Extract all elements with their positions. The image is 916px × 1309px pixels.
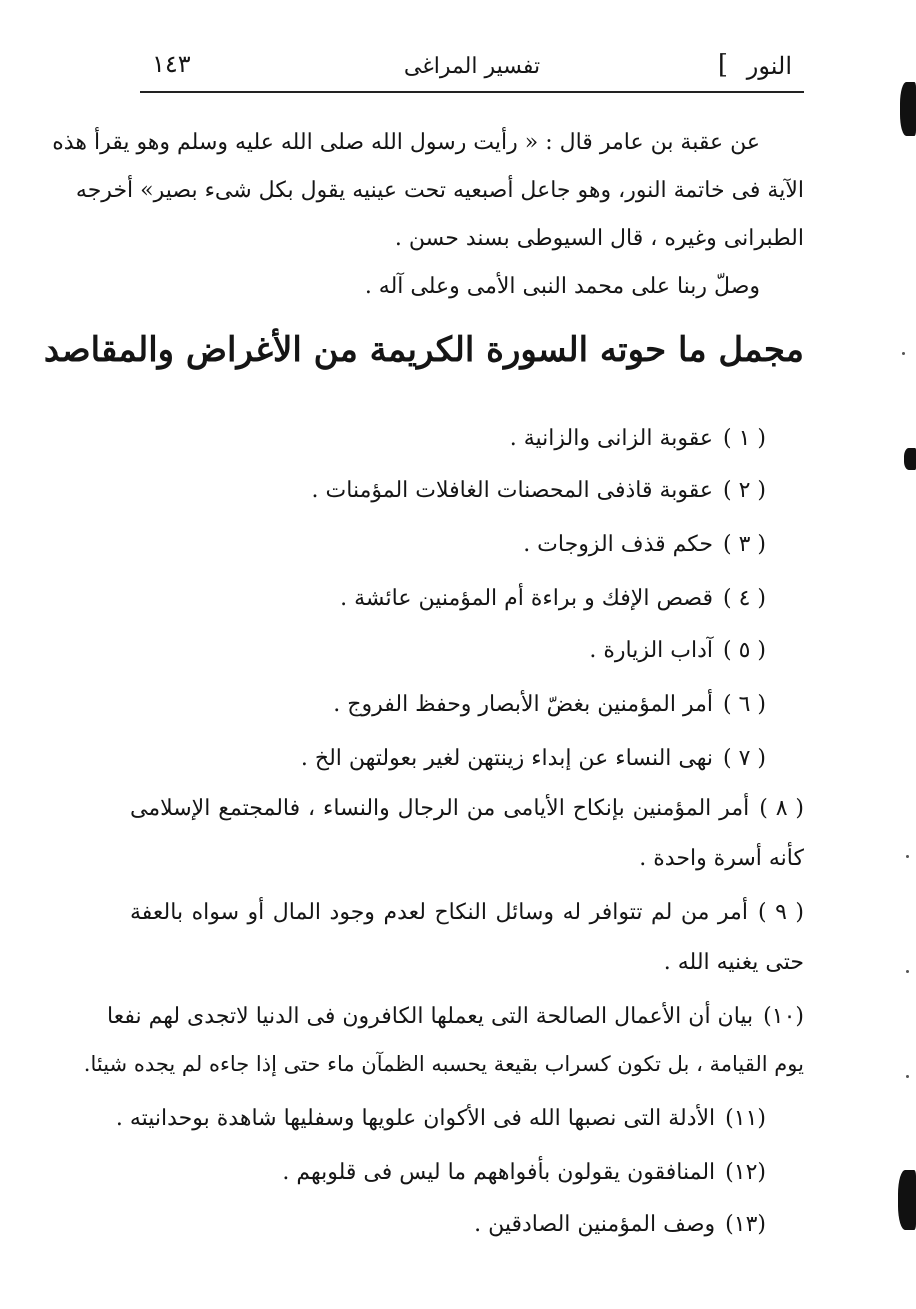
- surah-name: النور: [746, 52, 792, 80]
- paragraph-line: عن عقبة بن عامر قال : « رأيت رسول الله صلى الله عليه وسلم وهو يقرأ هذه: [52, 130, 760, 155]
- item-text: الأدلة التى نصبها الله فى الأكوان علويها وسفليها شاهدة بوحدانيته .: [115, 1106, 716, 1131]
- page-number: ١٤٣: [152, 50, 191, 78]
- item-number: ( ٩ ): [757, 900, 805, 925]
- scan-edge-mark: [898, 1170, 916, 1230]
- scan-speck: [902, 352, 905, 355]
- item-continuation: حتى يغنيه الله .: [663, 950, 804, 975]
- item-number: (١٢): [725, 1160, 766, 1185]
- item-number: (١١): [725, 1106, 766, 1131]
- list-item: [282, 1160, 766, 1185]
- list-item: [523, 532, 766, 557]
- item-continuation: كأنه أسرة واحدة .: [639, 846, 804, 871]
- item-number: ( ٥ ): [723, 638, 766, 663]
- running-header: [140, 44, 804, 92]
- item-number: ( ٨ ): [759, 796, 805, 821]
- item-text: عقوبة قاذفى المحصنات الغافلات المؤمنات .: [311, 478, 714, 503]
- list-item: [589, 638, 766, 663]
- item-number: ( ٦ ): [723, 692, 766, 717]
- list-item: [474, 1212, 766, 1237]
- list-item: [130, 902, 804, 924]
- item-number: (١٣): [725, 1212, 766, 1237]
- item-text: بيان أن الأعمال الصالحة التى يعملها الكافرون فى الدنيا لاتجدى لهم نفعا: [107, 1004, 754, 1029]
- item-text: حكم قذف الزوجات .: [523, 532, 714, 557]
- item-continuation: يوم القيامة ، بل تكون كسراب بقيعة يحسبه الظمآن ماء حتى إذا جاءه لم يجده شيئا.: [83, 1052, 804, 1076]
- list-item: [116, 1106, 766, 1131]
- item-text: المنافقون يقولون بأفواههم ما ليس فى قلوبهم .: [282, 1160, 716, 1185]
- header-rule: [140, 91, 804, 93]
- item-text: قصص الإفك و براءة أم المؤمنين عائشة .: [340, 586, 714, 611]
- paragraph-line: وصلّ ربنا على محمد النبى الأمى وعلى آله .: [364, 274, 760, 299]
- scan-speck: [906, 970, 909, 973]
- item-text: وصف المؤمنين الصادقين .: [474, 1212, 716, 1237]
- item-text: أمر من لم تتوافر له وسائل النكاح لعدم وجود المال أو سواه بالعفة: [130, 900, 748, 925]
- item-text: أمر المؤمنين بغضّ الأبصار وحفظ الفروج .: [333, 692, 714, 717]
- item-number: ( ٢ ): [723, 478, 766, 503]
- list-item: [130, 798, 804, 820]
- section-heading: مجمل ما حوته السورة الكريمة من الأغراض والمقاصد: [43, 330, 804, 370]
- item-number: (١٠): [763, 1004, 804, 1029]
- list-item: [333, 692, 766, 717]
- item-text: نهى النساء عن إبداء زينتهن لغير بعولتهن الخ .: [300, 746, 714, 771]
- list-item: [312, 478, 766, 503]
- scan-edge-mark: [900, 82, 916, 136]
- scan-speck: [906, 1075, 909, 1078]
- item-number: ( ٣ ): [723, 532, 766, 557]
- list-item: [301, 746, 766, 771]
- header-bracket: ]: [717, 50, 728, 80]
- item-number: ( ١ ): [723, 426, 766, 451]
- item-number: ( ٧ ): [723, 746, 766, 771]
- item-text: آداب الزيارة .: [589, 638, 714, 663]
- item-text: أمر المؤمنين بإنكاح الأيامى من الرجال والنساء ، فالمجتمع الإسلامى: [130, 796, 750, 821]
- scan-edge-mark: [904, 448, 916, 470]
- list-item: [340, 586, 766, 611]
- scan-speck: [906, 855, 909, 858]
- item-text: عقوبة الزانى والزانية .: [509, 426, 714, 451]
- paragraph-line: الآية فى خاتمة النور، وهو جاعل أصبعيه تحت عينيه يقول بكل شىء بصير» أخرجه: [75, 178, 804, 203]
- item-number: ( ٤ ): [723, 586, 766, 611]
- list-item: [107, 1004, 804, 1029]
- paragraph-line: الطبرانى وغيره ، قال السيوطى بسند حسن .: [394, 226, 804, 251]
- book-title: تفسير المراغى: [403, 54, 541, 79]
- list-item: [510, 426, 766, 451]
